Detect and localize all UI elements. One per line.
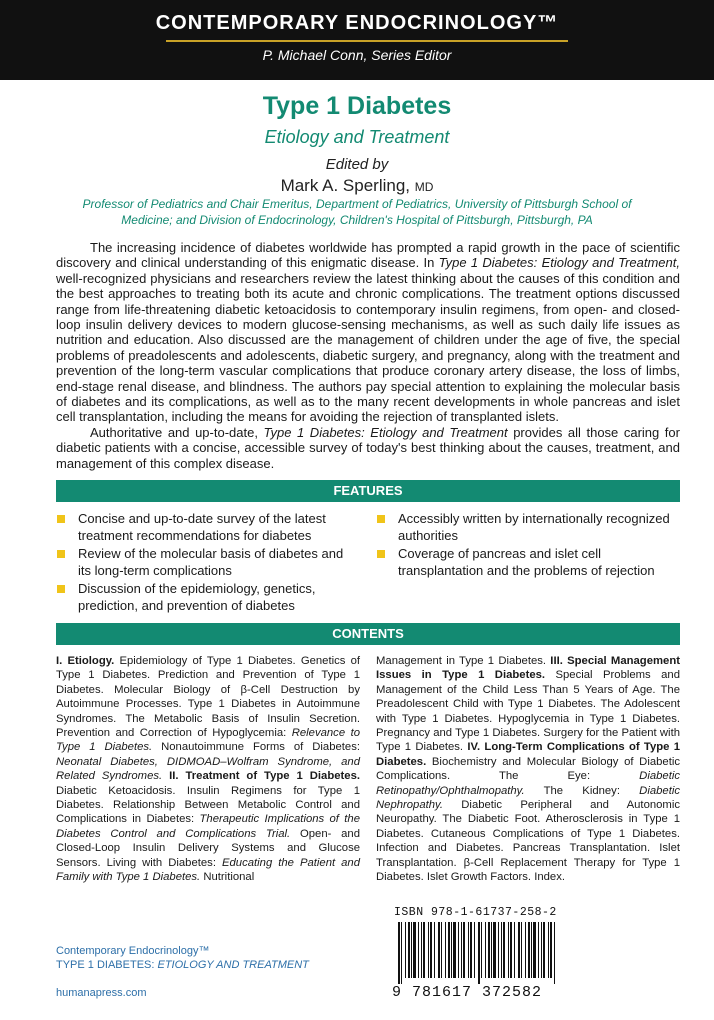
contents-text: The Kidney: bbox=[524, 784, 640, 797]
contents-heading: CONTENTS bbox=[56, 623, 680, 645]
book-subtitle: Etiology and Treatment bbox=[264, 127, 450, 147]
contents-italic: Therapeutic Implications of the Diabetes Control and Complications Trial. bbox=[56, 813, 360, 840]
feature-item bbox=[56, 546, 356, 579]
desc-title-italic: Type 1 Diabetes: Etiology and Treatment bbox=[263, 424, 508, 440]
book-title: Type 1 Diabetes bbox=[262, 92, 452, 120]
contents-text: Epidemiology of Type 1 Diabetes. Genetics of Type 1 Diabetes. Prediction and Prevention of Type 1 Diabetes. Molecular Biology of β-Cell Destruction by Autoimmune Processes. Type 1 Diabetes in Autoimmune Syndromes. The Metabolic Basis of Insulin Secretion. Prevention and Correction of Hypoglycemia: bbox=[56, 655, 360, 740]
isbn-barcode bbox=[392, 906, 566, 1008]
square-bullet-icon bbox=[57, 550, 65, 558]
features-left-column bbox=[56, 511, 356, 616]
contents-text: Diabetic Peripheral and Autonomic Neuropathy. The Diabetic Foot. Atherosclerosis in Type 1 Diabetes. Cutaneous Complications of Type 1 Diabetes. Infection and Diabetes. Pancreas Transplantation. Islet Transplantation. β-Cell Replacement Therapy for Type 1 Diabetes. Islet Growth Factors. Index. bbox=[376, 799, 680, 884]
desc-text: provides all those caring for diabetic patients with a concise, accessible survey of today's best thinking about the causes, treatment, and management of this complex disease. bbox=[56, 424, 680, 471]
square-bullet-icon bbox=[377, 515, 385, 523]
contents-left-column bbox=[56, 654, 360, 885]
feature-item bbox=[376, 546, 680, 579]
contents-text: Nutritional bbox=[200, 871, 255, 884]
edited-by-label: Edited by bbox=[325, 156, 389, 173]
square-bullet-icon bbox=[57, 515, 65, 523]
editor-name bbox=[0, 176, 714, 196]
square-bullet-icon bbox=[57, 585, 65, 593]
book-description bbox=[56, 240, 680, 471]
series-title: CONTEMPORARY ENDOCRINOLOGY™ bbox=[155, 12, 559, 34]
feature-text: Accessibly written by internationally recognized authorities bbox=[398, 511, 670, 543]
ean-digits: 9 781617 372582 bbox=[392, 984, 543, 1001]
footer-website[interactable]: humanapress.com bbox=[56, 987, 147, 999]
contents-italic: Relevance to Type 1 Diabetes. bbox=[56, 727, 360, 754]
footer-title bbox=[56, 959, 309, 971]
feature-item bbox=[56, 511, 356, 544]
section-title: IV. Long-Term Complications of Type 1 Diabetes. bbox=[376, 741, 681, 768]
feature-item bbox=[376, 511, 680, 544]
contents-text: Diabetic Ketoacidosis. Insulin Regimens for Type 1 Diabetes. Relationship Between Metabolic Control and Complications in Diabetes: bbox=[56, 784, 360, 826]
contents-text: Nonautoimmune Forms of Diabetes: bbox=[152, 741, 360, 754]
description-paragraph bbox=[56, 240, 680, 425]
contents-text: Special Problems and Management of the Child Less Than 5 Years of Age. The Preadolescent Child with Type 1 Diabetes. The Adolescent with Type 1 Diabetes. Hypoglycemia in Type 1 Diabetes. Pregnancy and Type 1 Diabetes. Surgery for the Patient with Type 1 Diabetes. bbox=[376, 669, 681, 754]
editor-credential: MD bbox=[414, 180, 434, 194]
section-title: II. Treatment of Type 1 Diabetes. bbox=[162, 770, 360, 783]
feature-text: Concise and up-to-date survey of the latest treatment recommendations for diabetes bbox=[78, 511, 326, 543]
desc-title-italic: Type 1 Diabetes: Etiology and Treatment, bbox=[438, 255, 680, 271]
section-title: III. Special Management Issues in Type 1 Diabetes. bbox=[376, 655, 680, 682]
section-title: I. Etiology. bbox=[56, 655, 115, 667]
contents-italic: Diabetic Nephropathy. bbox=[376, 784, 680, 812]
isbn-label: ISBN 978-1-61737-258-2 bbox=[394, 906, 557, 919]
contents-italic: Educating the Patient and Family with Type 1 Diabetes. bbox=[56, 856, 361, 884]
footer-title-italic: ETIOLOGY AND TREATMENT bbox=[157, 959, 309, 971]
series-editor: P. Michael Conn, Series Editor bbox=[262, 47, 452, 63]
description-paragraph bbox=[56, 425, 680, 471]
footer-series: Contemporary Endocrinology™ bbox=[56, 945, 210, 957]
square-bullet-icon bbox=[377, 550, 385, 558]
desc-text: The increasing incidence of diabetes worldwide has prompted a rapid growth in the pace of scientific discovery and clinical understanding of this enigmatic disease. In bbox=[56, 240, 680, 271]
barcode-bars-icon bbox=[398, 922, 560, 984]
desc-text: well-recognized physicians and researchers review the latest thinking about the causes of this condition and the best approaches to treating both its acute and chronic complications. The treatment options discussed range from life-threatening diabetic ketoacidosis to contemporary insulin regimens, from open- and closed-loop insulin delivery devices to modern glucose-sensing mechanisms, as well as such daily life issues as nutrition and education. Also discussed are the management of children under the age of five, the special problems of preadolescents and adolescents, diabetic surgery, and pregnancy, along with the treatment and prevention of the long-term vascular complications that produce coronary artery disease, the loss of limbs, end-stage renal disease, and blindness. The authors pay special attention to explaining the molecular basis of diabetes and its complications, as well as to the many recent developments in whole pancreas and islet cell transplantation, including the means for avoiding the rejection of transplanted islets. bbox=[56, 270, 680, 425]
feature-text: Coverage of pancreas and islet cell transplantation and the problems of rejection bbox=[398, 546, 655, 578]
contents-text: Open- and Closed-Loop Insulin Delivery Systems and Glucose Sensors. Living with Diabetes: bbox=[56, 827, 360, 869]
features-heading: FEATURES bbox=[56, 480, 680, 502]
desc-text: Authoritative and up-to-date, bbox=[90, 424, 264, 440]
editor-name-text: Mark A. Sperling, bbox=[280, 176, 411, 195]
footer-title-caps: TYPE 1 DIABETES: bbox=[56, 959, 158, 971]
editor-affiliation: Professor of Pediatrics and Chair Emeritus, Department of Pediatrics, University of Pittsburgh School of Medicine; and Division of Endocrinology, Children's Hospital of Pittsburgh, Pittsburgh, PA bbox=[82, 197, 632, 227]
feature-text: Discussion of the epidemiology, genetics, prediction, and prevention of diabetes bbox=[78, 581, 316, 613]
contents-italic: Diabetic Retinopathy/Ophthalmopathy. bbox=[376, 770, 680, 797]
feature-text: Review of the molecular basis of diabetes and its long-term complications bbox=[78, 546, 344, 578]
features-right-column bbox=[376, 511, 680, 581]
contents-italic: Neonatal Diabetes, DIDMOAD–Wolfram Syndrome, and Related Syndromes. bbox=[56, 755, 360, 783]
contents-right-column bbox=[376, 654, 680, 885]
contents-text: Biochemistry and Molecular Biology of Diabetic Complications. The Eye: bbox=[376, 755, 680, 783]
header-divider bbox=[166, 40, 568, 42]
series-header bbox=[0, 0, 714, 80]
contents-text: Management in Type 1 Diabetes. bbox=[376, 655, 547, 667]
feature-item bbox=[56, 581, 356, 614]
